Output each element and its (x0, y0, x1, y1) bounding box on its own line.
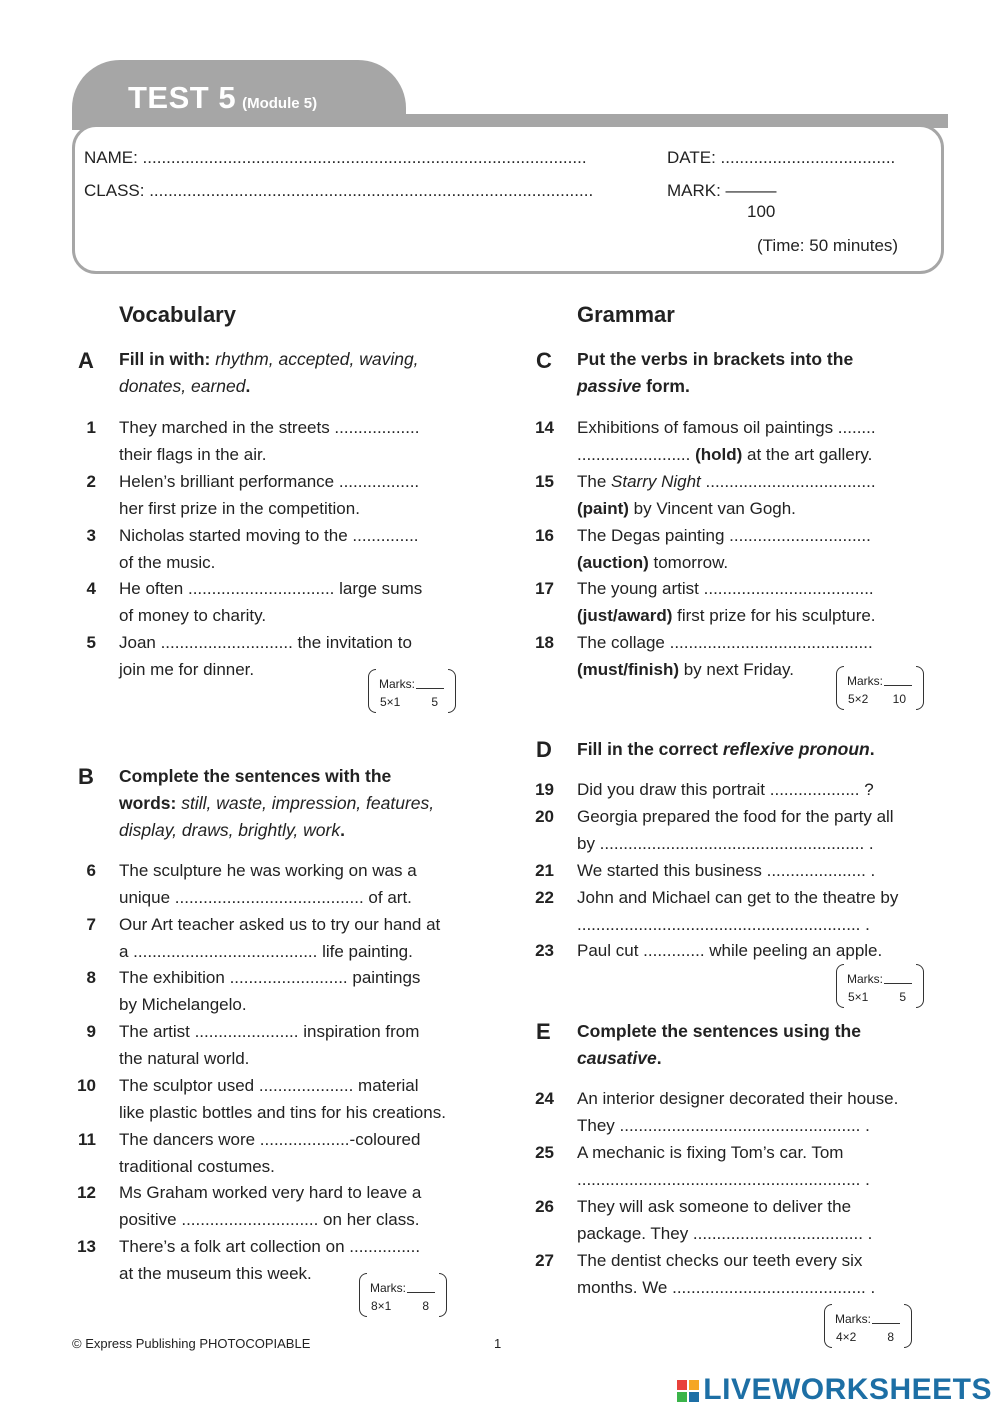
item-line-1[interactable]: Did you draw this portrait ................... ? (577, 780, 874, 799)
item-line-1[interactable]: Helen’s brilliant performance ................. (119, 472, 420, 491)
item-line-2[interactable]: their flags in the air. (119, 445, 267, 464)
name-field[interactable]: NAME: .............................................................................................. (84, 148, 587, 167)
item-number: 22 (535, 888, 554, 907)
item-line-2[interactable]: her first prize in the competition. (119, 499, 360, 518)
item-line-1[interactable]: Paul cut ............. while peeling an apple. (577, 941, 883, 960)
item-line-2[interactable]: (auction) tomorrow. (577, 553, 729, 572)
liveworksheets-icon (677, 1380, 699, 1402)
item-number: 5 (86, 633, 96, 652)
marks-box-c: Marks: 5×2 10 (836, 666, 924, 710)
marks-box-a: Marks: 5×1 5 (368, 669, 456, 713)
marks-box-e: Marks: 4×2 8 (824, 1304, 912, 1348)
item-line-1[interactable]: The sculpture he was working on was a (119, 861, 417, 880)
item-number: 12 (77, 1183, 96, 1202)
item-line-1[interactable]: The young artist .................................... (577, 579, 874, 598)
item-line-2[interactable]: join me for dinner. (119, 660, 255, 679)
vocabulary-title: Vocabulary (119, 302, 236, 327)
item-number: 2 (86, 472, 96, 491)
item-number: 7 (86, 915, 96, 934)
item-line-1[interactable]: Exhibitions of famous oil paintings ........ (577, 418, 876, 437)
item-number: 23 (535, 941, 554, 960)
test-title: TEST 5 (Module 5) (128, 80, 318, 115)
item-number: 17 (535, 579, 554, 598)
item-line-2[interactable]: months. We ......................................... . (577, 1278, 876, 1297)
item-line-2[interactable]: by Michelangelo. (119, 995, 247, 1014)
item-line-1[interactable]: A mechanic is fixing Tom’s car. Tom (577, 1143, 844, 1162)
item-line-1[interactable]: Our Art teacher asked us to try our hand at (119, 915, 441, 934)
item-number: 3 (86, 526, 96, 545)
mark-field[interactable]: MARK: ——— (667, 181, 777, 200)
item-number: 4 (86, 579, 96, 598)
item-line-1[interactable]: Nicholas started moving to the .............. (119, 526, 419, 545)
item-line-2[interactable]: of money to charity. (119, 606, 267, 625)
copyright: © Express Publishing PHOTOCOPIABLE (72, 1336, 311, 1351)
item-number: 21 (535, 861, 554, 880)
section-b-instructions: Complete the sentences with the words: still, waste, impression, features, display, draws, brightly, work. (119, 766, 435, 840)
item-line-1[interactable]: Joan ............................ the invitation to (119, 633, 412, 652)
item-number: 13 (77, 1237, 96, 1256)
item-line-2[interactable]: They ................................................... . (577, 1116, 870, 1135)
item-line-2[interactable]: like plastic bottles and tins for his creations. (119, 1103, 446, 1122)
item-number: 25 (535, 1143, 554, 1162)
item-number: 14 (535, 418, 554, 437)
item-line-1[interactable]: They marched in the streets .................. (119, 418, 420, 437)
section-d-instructions: Fill in the correct reflexive pronoun. (577, 739, 875, 759)
item-line-2[interactable]: (just/award) first prize for his sculpture. (577, 606, 876, 625)
item-number: 26 (535, 1197, 554, 1216)
item-number: 11 (78, 1130, 96, 1149)
item-line-2[interactable]: package. They .................................... . (577, 1224, 873, 1243)
item-number: 18 (535, 633, 554, 652)
item-number: 20 (535, 807, 554, 826)
item-number: 1 (86, 418, 96, 437)
grammar-title: Grammar (577, 302, 675, 327)
item-line-1[interactable]: There’s a folk art collection on ............... (119, 1237, 421, 1256)
item-number: 24 (535, 1089, 554, 1108)
item-line-2[interactable]: ........................ (hold) at the art gallery. (577, 445, 873, 464)
item-line-1[interactable]: Ms Graham worked very hard to leave a (119, 1183, 422, 1202)
item-line-1[interactable]: An interior designer decorated their house. (577, 1089, 899, 1108)
item-line-1[interactable]: The Degas painting .............................. (577, 526, 871, 545)
section-letter-c: C (536, 348, 552, 373)
section-letter-a: A (78, 348, 94, 373)
section-letter-b: B (78, 764, 94, 789)
item-line-1[interactable]: The collage ........................................... (577, 633, 873, 652)
mark-total: 100 (747, 202, 776, 221)
item-line-1[interactable]: John and Michael can get to the theatre by (577, 888, 899, 907)
item-line-1[interactable]: The dancers wore ...................-coloured (119, 1130, 421, 1149)
item-line-2[interactable]: positive ............................. on her class. (119, 1210, 420, 1229)
item-line-2[interactable]: ............................................................ . (577, 915, 870, 934)
item-number: 6 (86, 861, 96, 880)
item-line-2[interactable]: the natural world. (119, 1049, 250, 1068)
item-line-2[interactable]: (must/finish) by next Friday. (577, 660, 794, 679)
item-line-1[interactable]: The exhibition ......................... paintings (119, 968, 421, 987)
item-line-2[interactable]: a ....................................... life painting. (119, 942, 413, 961)
item-number: 9 (86, 1022, 96, 1041)
section-e-instructions: Complete the sentences using the causative. (577, 1021, 861, 1068)
item-line-1[interactable]: The Starry Night .................................... (577, 472, 876, 491)
item-number: 8 (86, 968, 96, 987)
item-number: 15 (535, 472, 554, 491)
item-line-2[interactable]: (paint) by Vincent van Gogh. (577, 499, 796, 518)
liveworksheets-logo[interactable]: LIVEWORKSHEETS (677, 1373, 992, 1407)
item-line-2[interactable]: ............................................................ . (577, 1170, 870, 1189)
section-a-instructions: Fill in with: rhythm, accepted, waving, donates, earned. (119, 349, 419, 396)
page-number: 1 (494, 1336, 502, 1351)
item-line-1[interactable]: The dentist checks our teeth every six (577, 1251, 863, 1270)
item-line-2[interactable]: unique ........................................ of art. (119, 888, 412, 907)
item-line-1[interactable]: Georgia prepared the food for the party all (577, 807, 894, 826)
section-c-instructions: Put the verbs in brackets into the passive form. (577, 349, 854, 396)
class-field[interactable]: CLASS: .............................................................................................. (84, 181, 594, 200)
item-line-1[interactable]: The sculptor used .................... material (119, 1076, 419, 1095)
item-number: 10 (77, 1076, 96, 1095)
item-line-1[interactable]: The artist ...................... inspiration from (119, 1022, 420, 1041)
date-field[interactable]: DATE: ..................................... (667, 148, 896, 167)
test-subtitle: (Module 5) (242, 95, 318, 112)
item-number: 16 (535, 526, 554, 545)
item-line-2[interactable]: of the music. (119, 553, 216, 572)
item-line-1[interactable]: We started this business ..................... . (577, 861, 876, 880)
item-number: 19 (535, 780, 554, 799)
marks-box-b: Marks: 8×1 8 (359, 1273, 447, 1317)
marks-box-d: Marks: 5×1 5 (836, 964, 924, 1008)
section-letter-e: E (536, 1019, 551, 1044)
item-number: 27 (535, 1251, 554, 1270)
time-limit: (Time: 50 minutes) (757, 236, 899, 255)
item-line-2[interactable]: traditional costumes. (119, 1157, 275, 1176)
item-line-1[interactable]: He often ............................... large sums (119, 579, 423, 598)
item-line-2[interactable]: at the museum this week. (119, 1264, 312, 1283)
item-line-1[interactable]: They will ask someone to deliver the (577, 1197, 852, 1216)
item-line-2[interactable]: by ........................................................ . (577, 834, 874, 853)
section-letter-d: D (536, 737, 552, 762)
